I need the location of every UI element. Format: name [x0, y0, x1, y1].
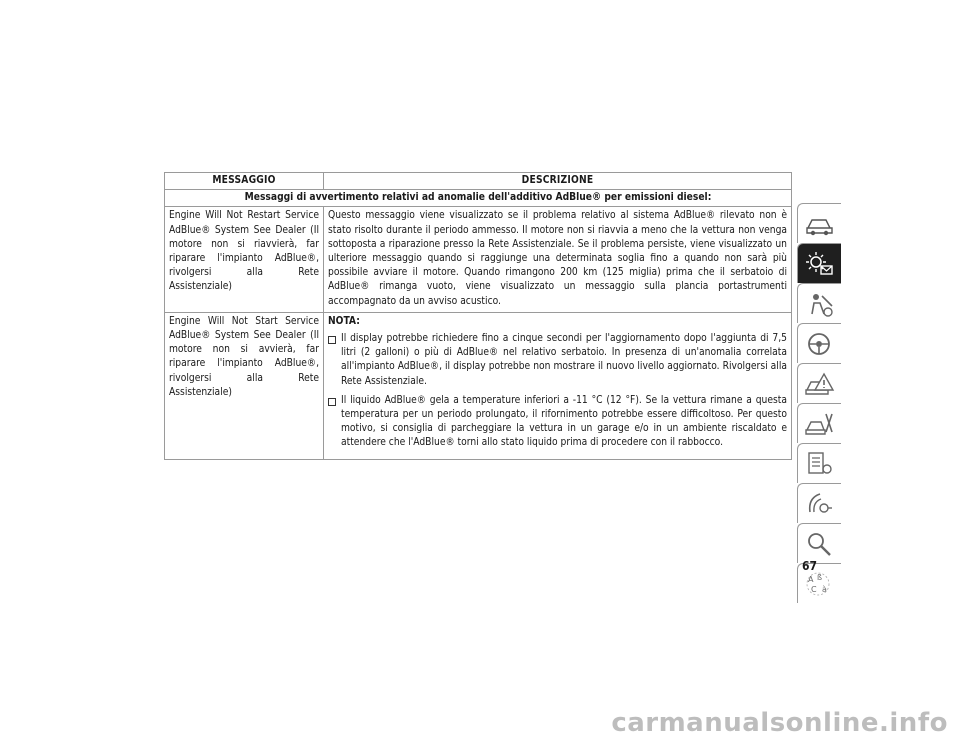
- tab-starting-driving[interactable]: [797, 323, 841, 363]
- note-text: Il display potrebbe richiedere fino a cinque secondi per l'aggiornamento dopo l'aggiunta di 7,5 litri (2 galloni) o più di AdBlue® nel relativo serbatoio. In presenza di un'anomalia correlata all'impianto AdBlue®, il display potrebbe non mostrare il nuovo livello aggiornato. Rivolgersi alla Rete Assistenziale.: [341, 333, 787, 387]
- chapter-sidebar: [797, 203, 841, 603]
- group-title: Messaggi di avvertimento relativi ad anomalie dell'additivo AdBlue® per emissioni diesel:: [165, 190, 792, 207]
- table-row: [165, 312, 792, 459]
- svg-text:A: A: [808, 575, 814, 584]
- tab-vehicle[interactable]: [797, 203, 841, 243]
- tab-safety[interactable]: [797, 283, 841, 323]
- table-header-row: [165, 173, 792, 190]
- row-description: Questo messaggio viene visualizzato se il problema relativo al sistema AdBlue® rilevato non è stato risolto durante il periodo ammesso. Il motore non si riavvia a meno che la vettura non venga sottoposta a riparazione presso la Rete Assistenziale. Se il problema persiste, viene visualizzato un ulteriore messaggio quando si raggiunge una determinata soglia fino a quando non sarà più possibile avviare il motore. Quando rimangono 200 km (125 miglia) prima che il serbatoio di AdBlue® rimanga vuoto, viene visualizzato un messaggio sulla plancia portastrumenti accompagnato da un avviso acustico.: [324, 207, 792, 312]
- emergency-car-icon: [804, 370, 836, 398]
- tab-warning-lights[interactable]: [797, 243, 841, 283]
- header-description: DESCRIZIONE: [324, 173, 792, 190]
- note-item: [328, 332, 787, 389]
- note-text: Il liquido AdBlue® gela a temperature inferiori a -11 °C (12 °F). Se la vettura rimane a questa temperatura per un periodo prolungato, il rifornimento potrebbe essere difficoltoso. Per questo motivo, si consiglia di parcheggiare la vettura in un garage e/o in un ambiente riscaldato e attendere che l'AdBlue® torni allo stato liquido prima di procedere con il rabbocco.: [341, 394, 787, 449]
- vehicle-icon: [804, 210, 836, 238]
- specs-list-icon: [804, 450, 836, 478]
- tab-emergency[interactable]: [797, 363, 841, 403]
- svg-text:à: à: [822, 585, 827, 594]
- svg-text:ß: ß: [817, 573, 823, 582]
- checkbox-bullet-icon: [328, 336, 336, 344]
- checkbox-bullet-icon: [328, 398, 336, 406]
- row-message: Engine Will Not Restart Service AdBlue® System See Dealer (Il motore non si riavvierà, far riparare l'impianto AdBlue®, rivolgersi alla Rete Assistenziale): [165, 207, 324, 312]
- search-index-icon: [804, 530, 836, 558]
- table-row: [165, 207, 792, 312]
- warning-light-icon: [804, 250, 836, 278]
- svg-text:C: C: [811, 585, 817, 594]
- tab-technical-specs[interactable]: [797, 443, 841, 483]
- service-tools-icon: [804, 410, 836, 438]
- tab-multimedia[interactable]: [797, 483, 841, 523]
- tab-servicing[interactable]: [797, 403, 841, 443]
- nota-label: NOTA:: [328, 315, 360, 327]
- tab-index[interactable]: [797, 523, 841, 563]
- multimedia-icon: [804, 490, 836, 518]
- note-item: [328, 394, 787, 451]
- row-message: Engine Will Not Start Service AdBlue® System See Dealer (Il motore non si avvierà, far riparare l'impianto AdBlue®, rivolgersi alla Rete Assistenziale): [165, 312, 324, 459]
- group-row: [165, 190, 792, 207]
- page-number: 67: [802, 559, 818, 573]
- message-table: [164, 172, 792, 460]
- airbag-safety-icon: [804, 290, 836, 318]
- header-message: MESSAGGIO: [165, 173, 324, 190]
- row-description: [324, 312, 792, 459]
- languages-icon: [804, 570, 836, 598]
- watermark: carmanualsonline.info: [611, 708, 948, 738]
- steering-wheel-icon: [804, 330, 836, 358]
